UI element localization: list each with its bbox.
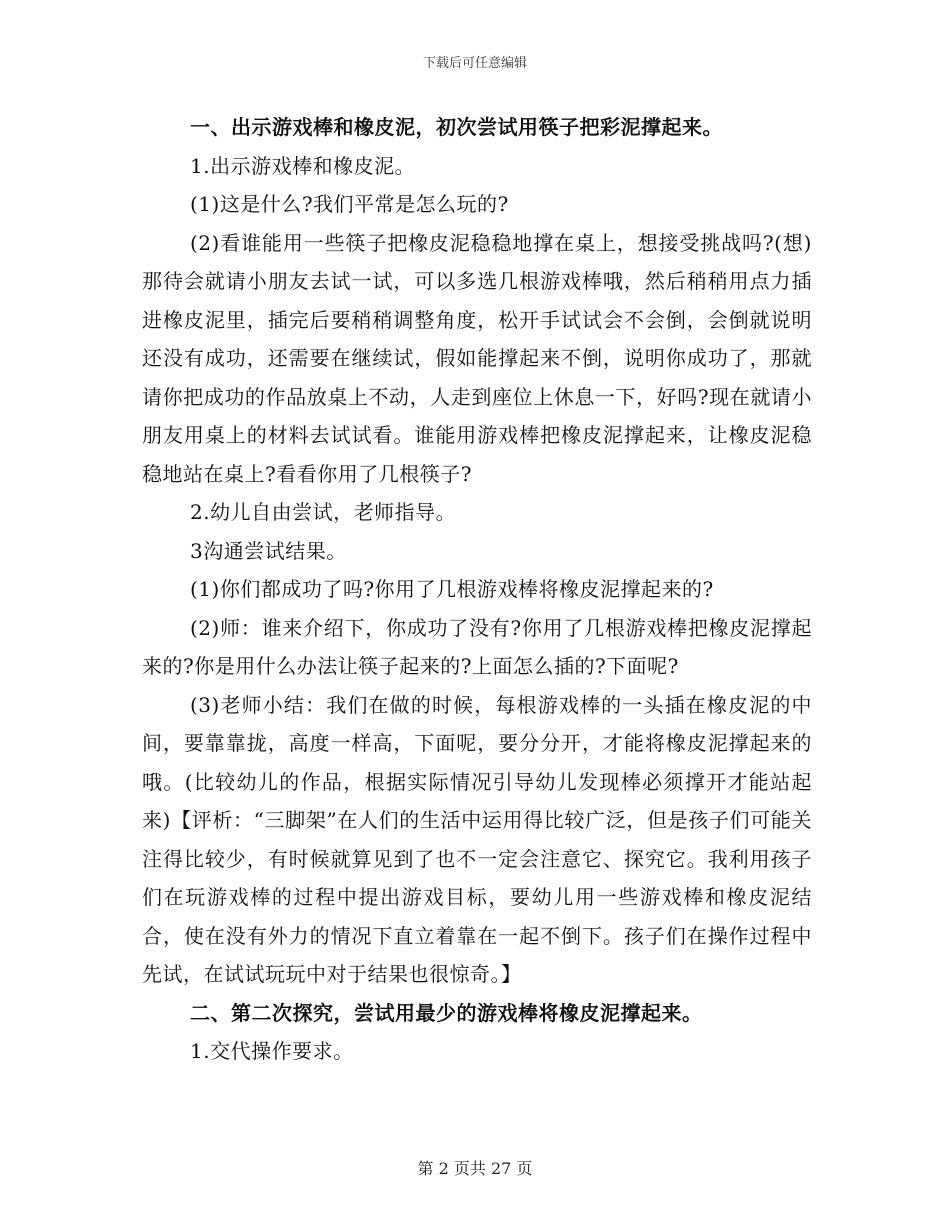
paragraph-item-4: 1.交代操作要求。 xyxy=(190,1039,354,1063)
page-footer: 第 2 页共 27 页 xyxy=(417,1159,533,1178)
section-heading-2: 二、第二次探究，尝试用最少的游戏棒将橡皮泥撑起来。 xyxy=(190,1000,703,1025)
paragraph-item-2: 2.幼儿自由尝试，老师指导。 xyxy=(190,500,457,524)
paragraph-subitem-1: (1)你们都成功了吗?你用了几根游戏棒将橡皮泥撑起来的? xyxy=(190,577,714,601)
paragraph-item-3: 3沟通尝试结果。 xyxy=(190,538,347,563)
paragraph-subitem-3: (3)老师小结：我们在做的时候，每根游戏棒的一头插在橡皮泥的中间，要靠靠拢，高度一样高，下面呢，要分分开，才能将橡皮泥撑起来的哦。(比较幼儿的作品，根据实际情况引导幼儿发现棒必须撑开才能站起来)【评析：“三脚架”在人们的生活中运用得比较广泛，但是孩子们可能关注得比较少，有时候就算见到了也不一定会注意它、探究它。我利用孩子们在玩游戏棒的过程中提出游戏目标，要幼儿用一些游戏棒和橡皮泥结合，使在没有外力的情况下直立着靠在一起不倒下。孩子们在操作过程中先试，在试试玩玩中对于结果也很惊奇。】 xyxy=(142,692,812,986)
document-body xyxy=(142,108,812,1071)
paragraph-subitem-2: (2)师：谁来介绍下，你成功了没有?你用了几根游戏棒把橡皮泥撑起来的?你是用什么办法让筷子起来的?上面怎么插的?下面呢? xyxy=(142,615,812,678)
section-heading-1: 一、出示游戏棒和橡皮泥，初次尝试用筷子把彩泥撑起来。 xyxy=(190,115,723,139)
page-header: 下载后可任意编辑 xyxy=(422,56,527,71)
paragraph-question-2: (2)看谁能用一些筷子把橡皮泥稳稳地撑在桌上，想接受挑战吗?(想)那待会就请小朋友去试一试，可以多选几根游戏棒哦，然后稍稍用点力插进橡皮泥里，插完后要稍稍调整角度，松开手试试会不会倒，会倒就说明还没有成功，还需要在继续试，假如能撑起来不倒，说明你成功了，那就请你把成功的作品放桌上不动，人走到座位上休息一下，好吗?现在就请小朋友用桌上的材料去试试看。谁能用游戏棒把橡皮泥撑起来，让橡皮泥稳稳地站在桌上?看看你用了几根筷子? xyxy=(142,230,812,486)
paragraph-item-1: 1.出示游戏棒和橡皮泥。 xyxy=(190,153,416,178)
paragraph-question-1: (1)这是什么?我们平常是怎么玩的? xyxy=(190,192,509,216)
